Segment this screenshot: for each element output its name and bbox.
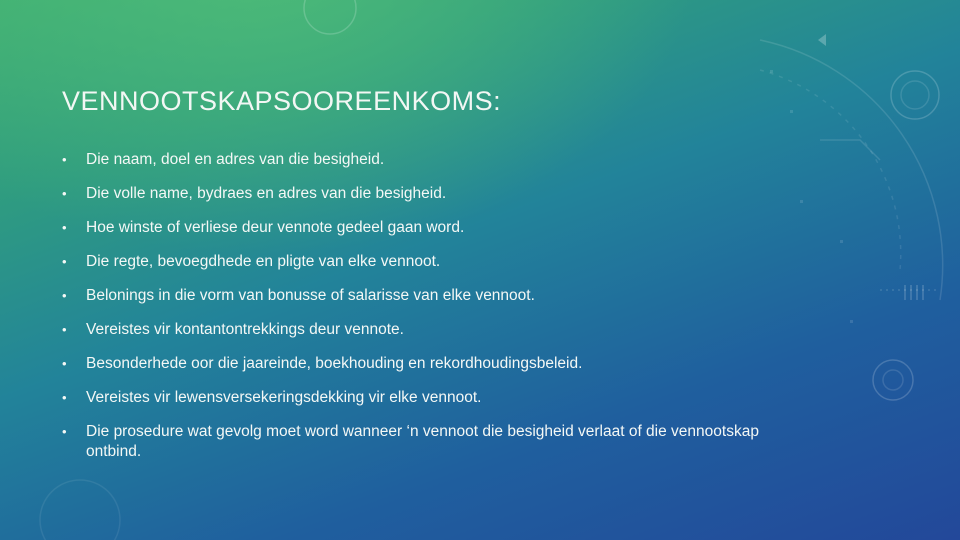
bullet-item <box>62 252 792 272</box>
deco-ring-lower-right-inner <box>883 370 903 390</box>
bullet-item <box>62 218 792 238</box>
bullet-text: Die regte, bevoegdhede en pligte van elke vennoot. <box>86 253 441 270</box>
bullet-text: Vereistes vir lewensversekeringsdekking vir elke vennoot. <box>86 389 482 406</box>
bullet-item <box>62 320 792 340</box>
bullet-text: Vereistes vir kontantontrekkings deur vennote. <box>86 321 404 338</box>
bullet-icon: • <box>62 220 67 235</box>
deco-dot-4 <box>840 240 843 243</box>
bullet-list <box>62 150 792 476</box>
bullet-icon: • <box>62 424 67 439</box>
bullet-text: Belonings in die vorm van bonusse of salarisse van elke vennoot. <box>86 287 535 304</box>
deco-chevron <box>818 34 826 46</box>
bullet-item <box>62 184 792 204</box>
bullet-item <box>62 286 792 306</box>
deco-ring-right-2 <box>901 81 929 109</box>
bullet-item <box>62 150 792 170</box>
bullet-item <box>62 388 792 408</box>
deco-dot-2 <box>790 110 793 113</box>
bullet-icon: • <box>62 356 67 371</box>
deco-ring-right-1 <box>891 71 939 119</box>
bullet-icon: • <box>62 152 67 167</box>
deco-ring-lower-right <box>873 360 913 400</box>
bullet-icon: • <box>62 186 67 201</box>
deco-bars <box>905 285 923 300</box>
slide-title: VENNOOTSKAPSOOREENKOMS: <box>62 86 502 116</box>
bullet-icon: • <box>62 288 67 303</box>
deco-ring-bottom-left <box>40 480 120 540</box>
bullet-icon: • <box>62 322 67 337</box>
deco-ring-top <box>304 0 356 34</box>
bullet-text: Besonderhede oor die jaareinde, boekhouding en rekordhoudingsbeleid. <box>86 355 583 372</box>
bullet-icon: • <box>62 254 67 269</box>
deco-line-1 <box>820 140 880 160</box>
bullet-text: Die naam, doel en adres van die besigheid. <box>86 151 385 168</box>
bullet-icon: • <box>62 390 67 405</box>
bullet-item <box>62 354 792 374</box>
bullet-text: Hoe winste of verliese deur vennote gedeel gaan word. <box>86 219 465 236</box>
deco-dot-5 <box>850 320 853 323</box>
deco-dot-1 <box>770 70 773 73</box>
bullet-item <box>62 422 792 462</box>
bullet-text: Die prosedure wat gevolg moet word wanneer ‘n vennoot die besigheid verlaat of die vennootskap ontbind. <box>86 423 759 460</box>
deco-dot-3 <box>800 200 803 203</box>
bullet-text: Die volle name, bydraes en adres van die besigheid. <box>86 185 447 202</box>
